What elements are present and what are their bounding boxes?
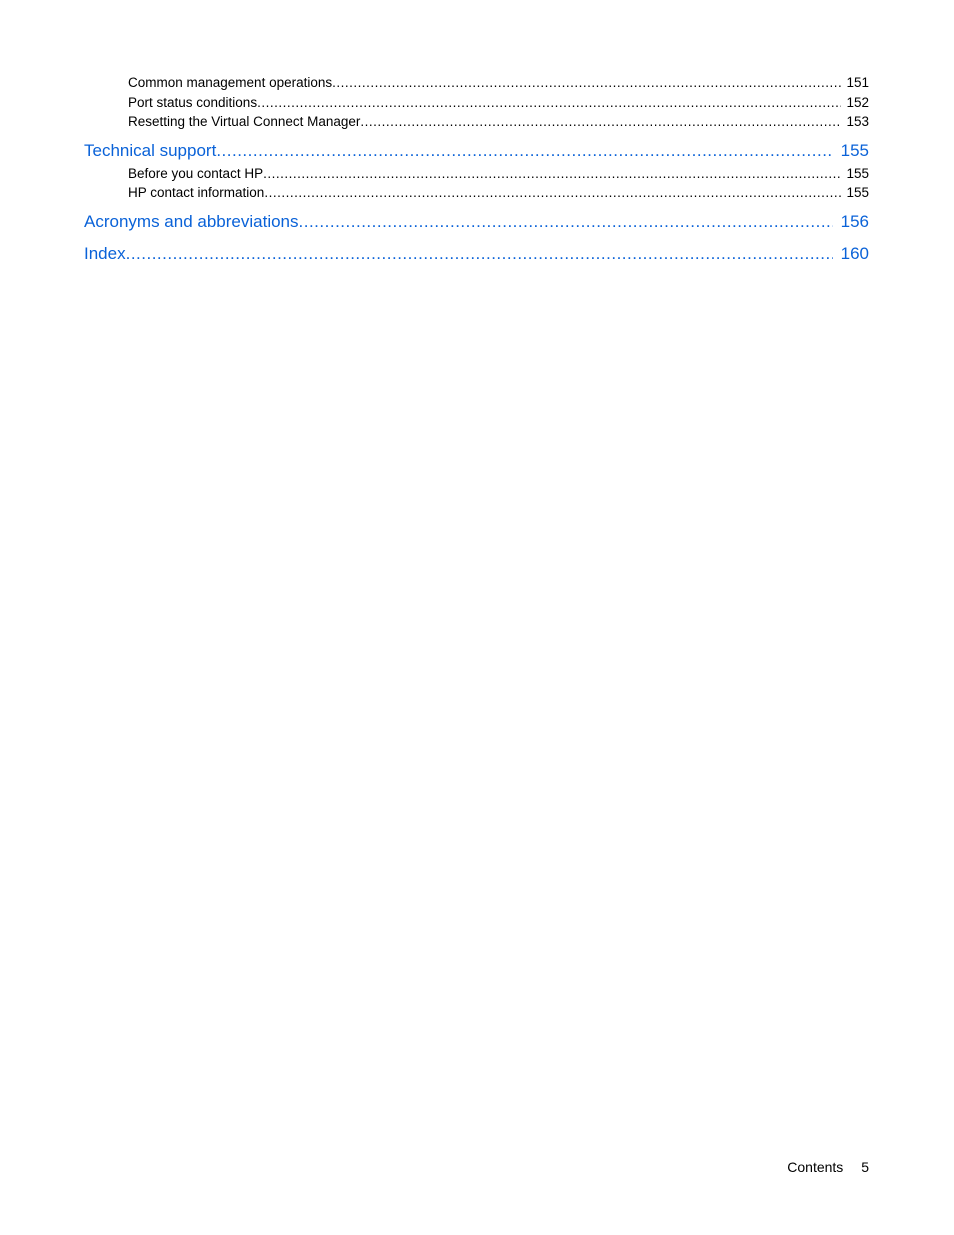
dot-leader <box>360 112 841 132</box>
toc-entry-common-management-operations[interactable] <box>128 73 869 93</box>
toc-entry-title: Port status conditions <box>128 94 258 110</box>
toc-link-page: 160 <box>840 243 869 263</box>
toc-link-index[interactable] <box>84 243 869 265</box>
dot-leader <box>299 211 833 233</box>
toc-entry-title: Common management operations <box>128 75 333 90</box>
toc-entry-resetting-vc-manager[interactable] <box>128 112 869 132</box>
dot-leader <box>257 93 841 113</box>
toc-link-title: Technical support <box>84 140 217 160</box>
toc-link-technical-support[interactable] <box>84 140 869 162</box>
toc-link-acronyms-and-abbreviations[interactable] <box>84 211 869 233</box>
toc-entry-title: Before you contact HP <box>128 165 264 181</box>
toc-entry-before-you-contact-hp[interactable] <box>128 164 869 184</box>
dot-leader <box>263 164 841 184</box>
footer-section-label: Contents <box>787 1159 844 1175</box>
toc-link-title: Acronyms and abbreviations <box>84 211 299 231</box>
toc-entry-port-status-conditions[interactable] <box>128 93 869 113</box>
footer-page-number: 5 <box>861 1159 869 1175</box>
dot-leader <box>264 183 841 203</box>
page-footer <box>787 1158 869 1176</box>
toc-link-title: Index <box>84 243 126 263</box>
toc-link-page: 155 <box>840 140 869 160</box>
toc-entry-page: 151 <box>846 75 869 90</box>
dot-leader <box>332 73 841 93</box>
toc-entry-page: 152 <box>846 94 869 110</box>
toc-entry-title: Resetting the Virtual Connect Manager <box>128 114 361 129</box>
toc-entry-page: 153 <box>846 114 869 129</box>
toc-link-page: 156 <box>840 211 869 231</box>
toc-entry-title: HP contact information <box>128 185 265 200</box>
toc-entry-page: 155 <box>846 185 869 200</box>
table-of-contents <box>84 73 869 265</box>
dot-leader <box>126 243 833 265</box>
dot-leader <box>216 140 833 162</box>
toc-entry-hp-contact-information[interactable] <box>128 183 869 203</box>
toc-entry-page: 155 <box>846 165 869 181</box>
